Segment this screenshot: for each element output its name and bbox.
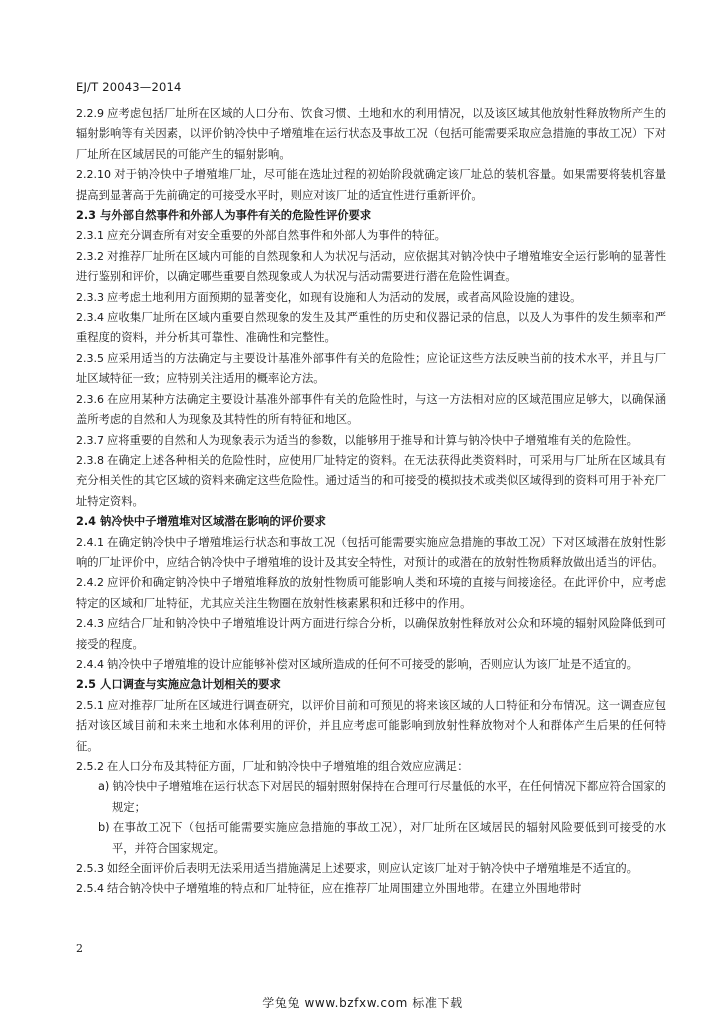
clause-number: 2.3.5 (76, 351, 104, 365)
list-item (76, 777, 666, 818)
list-item-label: a) (98, 780, 110, 794)
clause-2-3-7 (76, 431, 666, 451)
clause-text: 结合钠冷快中子增殖堆的特点和厂址特征，应在推荐厂址周围建立外围地带。在建立外围地带时 (107, 882, 582, 896)
clause-text: 对于钠冷快中子增殖堆厂址，尽可能在选址过程的初始阶段就确定该厂址总的装机容量。如果需要将装机容量提高到显著高于先前确定的可接受水平时，则应对该厂址的适宜性进行重新评价。 (76, 168, 666, 202)
clause-2-2-10 (76, 165, 666, 206)
clause-number: 2.4.3 (76, 617, 104, 631)
footer-watermark-text: 学兔兔 www.bzfxw.com 标准下载 (262, 996, 463, 1010)
clause-2-5-3 (76, 859, 666, 879)
clause-2-3-5 (76, 349, 666, 390)
clause-text: 应充分调查所有对安全重要的外部自然事件和外部人为事件的特征。 (107, 229, 446, 243)
clause-text: 在应用某种方法确定主要设计基准外部事件有关的危险性时，与这一方法相对应的区域范围应足够大，以确保涵盖所考虑的自然和人为现象及其特性的所有特征和地区。 (76, 392, 666, 427)
clause-number: 2.4.4 (76, 657, 104, 671)
section-number: 2.5 (76, 678, 97, 692)
document-body (76, 104, 666, 900)
clause-number: 2.3.6 (76, 392, 104, 406)
clause-2-3-1 (76, 226, 666, 246)
clause-2-3-6 (76, 390, 666, 431)
clause-number: 2.5.4 (76, 882, 104, 896)
clause-text: 应对推荐厂址所在区域进行调查研究，以评价目前和可预见的将来该区域的人口特征和分布情况。这一调查应包括对该区域目前和未来土地和水体利用的评价，并且应考虑可能影响到放射性释放物对个人和群体产生后果的任何特征。 (76, 698, 666, 753)
clause-number: 2.2.9 (76, 107, 104, 120)
clause-number: 2.2.10 (76, 168, 111, 182)
clause-2-3-8 (76, 451, 666, 512)
clause-2-4-3 (76, 614, 666, 655)
clause-number: 2.3.7 (76, 433, 104, 447)
section-number: 2.3 (76, 209, 97, 223)
clause-number: 2.4.2 (76, 576, 104, 590)
page-number: 2 (76, 942, 83, 955)
clause-2-4-2 (76, 573, 666, 614)
section-title: 人口调查与实施应急计划相关的要求 (100, 678, 281, 692)
clause-number: 2.4.1 (76, 535, 104, 549)
clause-2-3-2 (76, 247, 666, 288)
clause-text: 应将重要的自然和人为现象表示为适当的参数，以能够用于推导和计算与钠冷快中子增殖堆有关的危险性。 (107, 433, 638, 447)
clause-number: 2.3.3 (76, 290, 104, 304)
list-item-label: b) (98, 821, 110, 835)
clause-number: 2.3.2 (76, 249, 104, 263)
list-item-text: 在事故工况下（包括可能需要实施应急措施的事故工况），对厂址所在区域居民的辐射风险要低到可接受的水平，并符合国家规定。 (112, 821, 666, 855)
clause-2-3-4 (76, 308, 666, 349)
clause-2-5-2 (76, 757, 666, 777)
clause-number: 2.5.3 (76, 862, 104, 876)
list-item (76, 818, 666, 859)
clause-text: 如经全面评价后表明无法采用适当措施满足上述要求，则应认定该厂址对于钠冷快中子增殖堆是不适宜的。 (107, 862, 638, 876)
section-heading-2-4 (76, 512, 666, 532)
clause-text: 在确定钠冷快中子增殖堆运行状态和事故工况（包括可能需要实施应急措施的事故工况）下对区域潜在放射性影响的厂址评价中，应结合钠冷快中子增殖堆的设计及其安全特性，对预计的或潜在的放射性物质释放做出适当的评估。 (76, 535, 666, 569)
clause-text: 应考虑包括厂址所在区域的人口分布、饮食习惯、土地和水的利用情况，以及该区域其他放射性释放物所产生的辐射影响等有关因素，以评价钠冷快中子增殖堆在运行状态及事故工况（包括可能需要采取应急措施的事故工况）下对厂址所在区域居民的可能产生的辐射影响。 (76, 107, 666, 161)
clause-2-3-3 (76, 288, 666, 308)
clause-text: 应评价和确定钠冷快中子增殖堆释放的放射性物质可能影响人类和环境的直接与间接途径。在此评价中，应考虑特定的区域和厂址特征，尤其应关注生物圈在放射性核素累积和迁移中的作用。 (76, 576, 666, 610)
clause-number: 2.3.1 (76, 229, 104, 243)
clause-2-5-4 (76, 879, 666, 899)
clause-text: 在确定上述各种相关的危险性时，应使用厂址特定的资料。在无法获得此类资料时，可采用与厂址所在区域具有充分相关性的其它区域的资料来确定这些危险性。通过适当的和可接受的模拟技术或类似区域得到的资料可用于补充厂址特定资料。 (76, 453, 666, 508)
clause-2-4-4 (76, 655, 666, 675)
clause-text: 应结合厂址和钠冷快中子增殖堆设计两方面进行综合分析，以确保放射性释放对公众和环境的辐射风险降低到可接受的程度。 (76, 617, 666, 651)
clause-2-4-1 (76, 533, 666, 574)
section-title: 与外部自然事件和外部人为事件有关的危险性评价要求 (100, 209, 372, 223)
clause-number: 2.3.8 (76, 453, 104, 467)
clause-text: 应收集厂址所在区域内重要自然现象的发生及其严重性的历史和仪器记录的信息，以及人为事件的发生频率和严重程度的资料，并分析其可靠性、准确性和完整性。 (76, 311, 666, 345)
clause-text: 应采用适当的方法确定与主要设计基准外部事件有关的危险性；应论证这些方法反映当前的技术水平，并且与厂址区域特征一致；应特别关注适用的概率论方法。 (76, 351, 666, 386)
clause-number: 2.5.2 (76, 760, 104, 773)
clause-text: 钠冷快中子增殖堆的设计应能够补偿对区域所造成的任何不可接受的影响，否则应认为该厂址是不适宜的。 (107, 657, 638, 671)
section-heading-2-3 (76, 206, 666, 226)
clause-number: 2.5.1 (76, 698, 104, 712)
clause-number: 2.3.4 (76, 311, 104, 325)
clause-2-2-9 (76, 104, 666, 165)
section-number: 2.4 (76, 515, 97, 529)
clause-text: 应考虑土地利用方面预期的显著变化，如现有设施和人为活动的发展，或者高风险设施的建设。 (107, 290, 582, 304)
clause-text: 在人口分布及其特征方面，厂址和钠冷快中子增殖堆的组合效应应满足： (107, 760, 469, 773)
section-title: 钠冷快中子增殖堆对区域潜在影响的评价要求 (100, 515, 326, 529)
requirement-list (76, 777, 666, 859)
standard-code-header: EJ/T 20043—2014 (76, 80, 182, 94)
list-item-text: 钠冷快中子增殖堆在运行状态下对居民的辐射照射保持在合理可行尽量低的水平，在任何情况下都应符合国家的规定； (112, 780, 666, 814)
clause-text: 对推荐厂址所在区域内可能的自然现象和人为状况与活动，应依据其对钠冷快中子增殖堆安全运行影响的显著性进行鉴别和评价，以确定哪些重要自然现象或人为状况与活动需要进行潜在危险性调查。 (76, 249, 666, 284)
section-heading-2-5 (76, 675, 666, 695)
clause-2-5-1 (76, 696, 666, 757)
